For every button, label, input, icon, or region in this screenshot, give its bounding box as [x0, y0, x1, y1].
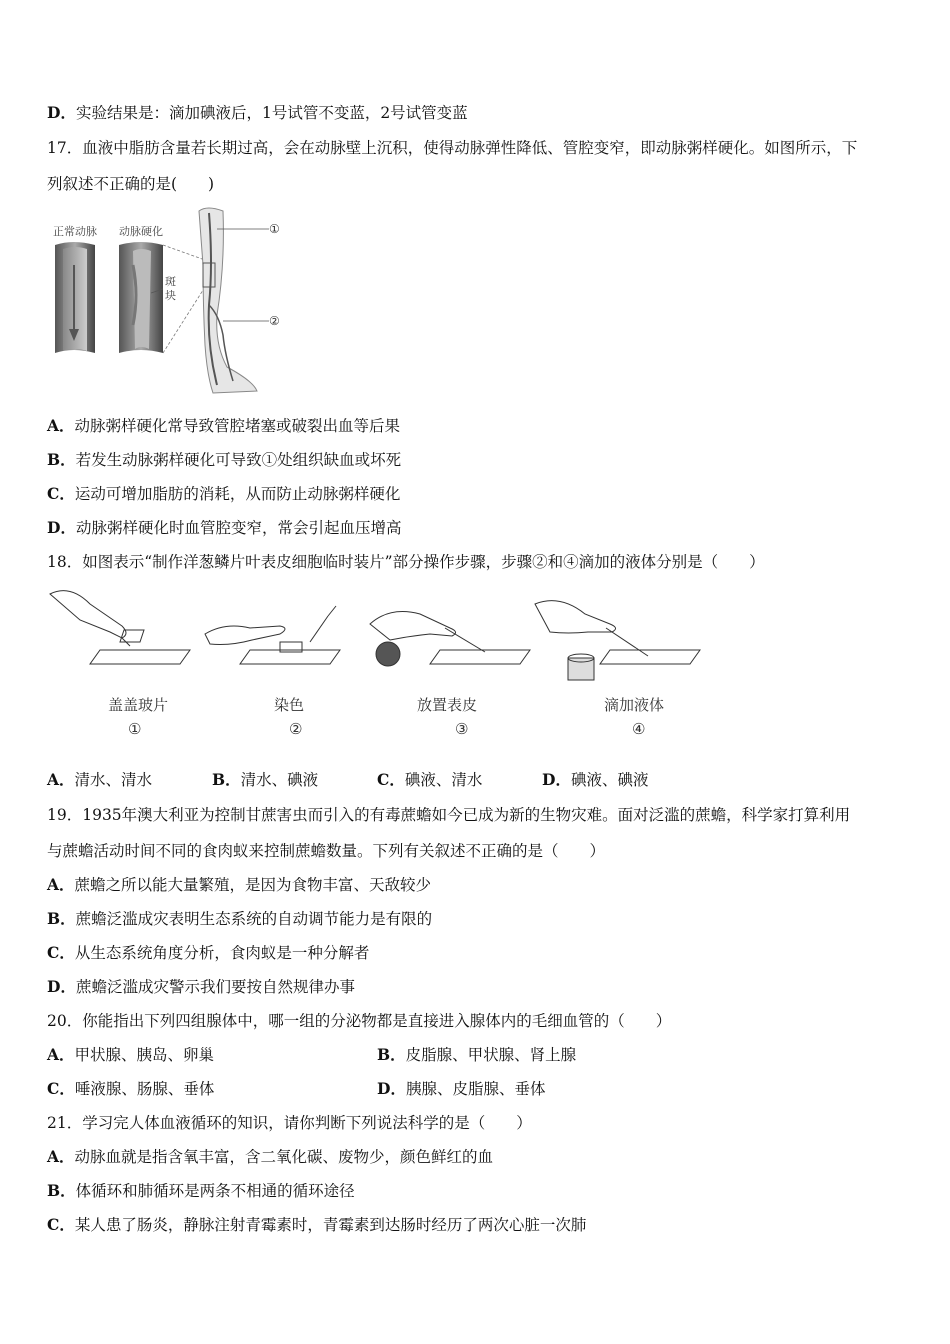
q19-option-c: [47, 943, 369, 963]
option-letter: D．: [542, 770, 571, 789]
option-text: 皮脂腺、甲状腺、肾上腺: [405, 1046, 577, 1064]
step-number-4: ④: [632, 720, 646, 738]
option-letter: D．: [47, 977, 76, 996]
option-text: 蔗蟾泛滥成灾警示我们要按自然规律办事: [75, 978, 355, 996]
q19-option-a: [47, 875, 431, 895]
step-label-1: 盖盖玻片: [108, 696, 169, 714]
q20-option-d: [377, 1079, 545, 1099]
step2-illustration: [205, 606, 340, 664]
option-letter: B．: [47, 1181, 76, 1200]
q17-option-c: [47, 484, 400, 504]
step-number-3: ③: [455, 720, 469, 738]
option-letter: B．: [377, 1045, 406, 1064]
normal-artery-label: 正常动脉: [53, 225, 97, 238]
q18-stem: 18．如图表示“制作洋葱鳞片叶表皮细胞临时装片”部分操作步骤，步骤②和④滴加的液体分别是（ ）: [47, 553, 765, 571]
q18-option-a: [47, 770, 152, 790]
q20-option-c: [47, 1079, 214, 1099]
q19-stem-line2: 与蔗蟾活动时间不同的食肉蚁来控制蔗蟾数量。下列有关叙述不正确的是（ ）: [47, 842, 606, 860]
option-text: 蔗蟾泛滥成灾表明生态系统的自动调节能力是有限的: [75, 910, 433, 928]
q20-option-a: [47, 1045, 214, 1065]
q17-stem-line2: 列叙述不正确的是( ): [47, 175, 215, 193]
step-label-3: 放置表皮: [417, 696, 478, 714]
option-text: 实验结果是：滴加碘液后，1号试管不变蓝，2号试管变蓝: [75, 104, 468, 122]
option-letter: D．: [377, 1079, 406, 1098]
q17-option-a: [47, 416, 400, 436]
option-text: 清水、碘液: [240, 771, 319, 789]
option-text: 运动可增加脂肪的消耗，从而防止动脉粥样硬化: [74, 485, 401, 503]
option-text: 碘液、清水: [404, 771, 483, 789]
option-letter: A．: [47, 875, 75, 894]
q20-option-b: [377, 1045, 576, 1065]
marker-1: ①: [269, 222, 280, 236]
step1-illustration: [50, 591, 190, 664]
q17-option-d: [47, 518, 401, 538]
q19-option-d: [47, 977, 355, 997]
step-number-2: ②: [289, 720, 303, 738]
q17-option-b: [47, 450, 401, 470]
option-text: 若发生动脉粥样硬化可导致①处组织缺血或坏死: [75, 451, 402, 469]
option-text: 蔗蟾之所以能大量繁殖，是因为食物丰富、天敌较少: [74, 876, 432, 894]
marker-2: ②: [269, 314, 280, 328]
q21-option-a: [47, 1147, 493, 1167]
option-letter: A．: [47, 1147, 75, 1166]
step-number-1: ①: [128, 720, 142, 738]
q16-option-d: [47, 103, 468, 123]
hardened-artery-label: 动脉硬化: [119, 225, 163, 238]
step-label-2: 染色: [274, 696, 305, 714]
slide-steps-figure: [40, 584, 710, 684]
option-letter: B．: [47, 450, 76, 469]
step-label-4: 滴加液体: [604, 696, 665, 714]
q21-stem: 21．学习完人体血液循环的知识，请你判断下列说法科学的是（ ）: [47, 1114, 532, 1132]
step3-illustration: [370, 612, 530, 666]
option-text: 动脉粥样硬化时血管腔变窄，常会引起血压增高: [75, 519, 402, 537]
option-letter: A．: [47, 1045, 75, 1064]
option-text: 动脉血就是指含氧丰富，含二氧化碳、废物少，颜色鲜红的血: [74, 1148, 494, 1166]
option-text: 清水、清水: [74, 771, 153, 789]
option-text: 唾液腺、肠腺、垂体: [74, 1080, 215, 1098]
option-letter: C．: [377, 770, 405, 789]
option-letter: A．: [47, 416, 75, 435]
option-letter: B．: [212, 770, 241, 789]
option-text: 体循环和肺循环是两条不相通的循环途径: [75, 1182, 355, 1200]
option-text: 某人患了肠炎，静脉注射青霉素时，青霉素到达肠时经历了两次心脏一次肺: [74, 1216, 587, 1234]
leg-illustration: [199, 208, 257, 393]
option-letter: C．: [47, 484, 75, 503]
option-text: 甲状腺、胰岛、卵巢: [74, 1046, 215, 1064]
option-text: 碘液、碘液: [570, 771, 649, 789]
q19-option-b: [47, 909, 432, 929]
option-text: 从生态系统角度分析，食肉蚁是一种分解者: [74, 944, 370, 962]
plaque-label-1: 斑: [165, 275, 176, 288]
q19-stem-line1: 19．1935年澳大利亚为控制甘蔗害虫而引入的有毒蔗蟾如今已成为新的生物灾难。面对泛滥的蔗蟾，科学家打算利用: [47, 806, 851, 824]
q18-option-d: [542, 770, 648, 790]
option-letter: A．: [47, 770, 75, 789]
q18-option-c: [377, 770, 482, 790]
option-letter: C．: [47, 1079, 75, 1098]
option-letter: D．: [47, 103, 76, 122]
step4-illustration: [535, 601, 700, 680]
q20-stem: 20．你能指出下列四组腺体中，哪一组的分泌物都是直接进入腺体内的毛细血管的（ ）: [47, 1012, 672, 1030]
option-letter: B．: [47, 909, 76, 928]
q17-stem-line1: 17．血液中脂肪含量若长期过高，会在动脉壁上沉积，使得动脉弹性降低、管腔变窄，即动脉粥样硬化。如图所示，下: [47, 139, 858, 157]
artery-figure: [47, 205, 297, 397]
option-text: 动脉粥样硬化常导致管腔堵塞或破裂出血等后果: [74, 417, 401, 435]
normal-artery: [55, 242, 95, 353]
hardened-artery: [119, 242, 163, 353]
option-text: 胰腺、皮脂腺、垂体: [405, 1080, 546, 1098]
option-letter: C．: [47, 1215, 75, 1234]
option-letter: D．: [47, 518, 76, 537]
plaque-label-2: 块: [165, 289, 176, 302]
q18-option-b: [212, 770, 318, 790]
q21-option-c: [47, 1215, 586, 1235]
option-letter: C．: [47, 943, 75, 962]
q21-option-b: [47, 1181, 355, 1201]
